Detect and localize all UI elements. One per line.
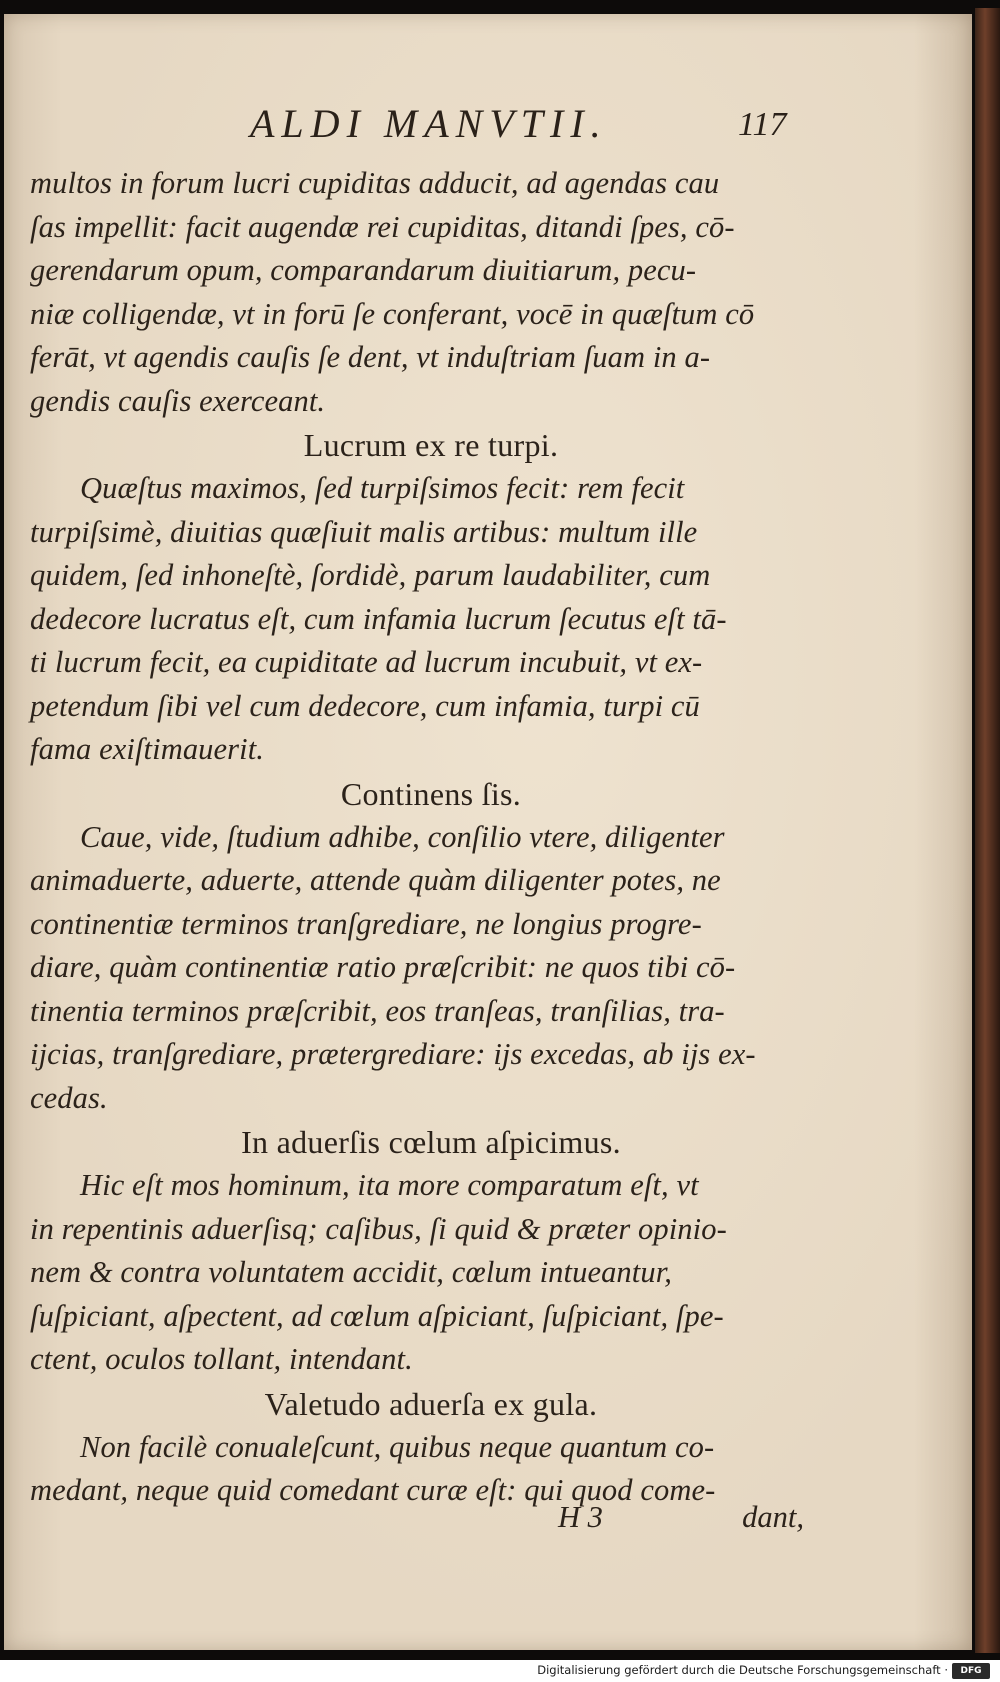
dfg-logo: DFG [952,1663,990,1679]
text-line: ſas impellit: facit augendæ rei cupiditas, ditandi ſpes, cō- [30,209,735,244]
text-line: ſuſpiciant, aſpectent, ad cœlum aſpiciant, ſuſpiciant, ſpe- [30,1298,724,1333]
text-line: quidem, ſed inhoneſtè, ſordidè, parum laudabiliter, cum [30,558,711,592]
text-line: niæ colligendæ, vt in forū ſe conferant, vocē in quæſtum cō [30,296,755,331]
running-head: ALDI MANVTII. [250,101,608,146]
signature-mark: H 3 [558,1500,603,1534]
section-valetudo [30,1382,804,1513]
funding-credit: Digitalisierung gefördert durch die Deutsche Forschungsgemeinschaft · [537,1663,948,1677]
text-line: Caue, vide, ſtudium adhibe, conſilio vtere, diligenter [80,819,725,854]
catch-row [30,1500,804,1546]
text-line: ti lucrum fecit, ea cupiditate ad lucrum incubuit, vt ex- [30,645,703,679]
catchword: dant, [742,1500,804,1534]
text-line: ferāt, vt agendis cauſis ſe dent, vt induſtriam ſuam in a- [30,340,711,374]
section-heading: In aduerſis cœlum aſpicimus. [241,1124,621,1160]
text-line: ijcias, tranſgrediare, prætergrediare: ijs excedas, ab ijs ex- [30,1037,756,1071]
section-aduersis [30,1120,804,1382]
footer-credit [0,1660,1000,1682]
text-line: Quæſtus maximos, ſed turpiſsimos fecit: rem fecit [80,471,685,505]
section-continens [30,772,804,1121]
book-page [4,14,972,1650]
text-line: multos in forum lucri cupiditas adducit, ad agendas cau [30,166,720,200]
text-line: gendis cauſis exerceant. [30,383,326,418]
text-line: gerendarum opum, comparandarum diuitiarum, pecu- [30,253,697,287]
text-line: turpiſsimè, diuitias quæſiuit malis artibus: multum ille [30,514,698,549]
opening-paragraph [30,162,804,423]
section-heading: Continens ſis. [340,775,522,812]
book-edge [975,8,1000,1653]
section-lucrum [30,423,804,772]
text-line: petendum ſibi vel cum dedecore, cum infamia, turpi cū [30,688,700,723]
text-line: in repentinis aduerſisq; caſibus, ſi quid & præter opinio- [30,1211,727,1246]
text-line: medant, neque quid comedant curæ eſt: qui quod come- [30,1473,716,1507]
text-line: continentiæ terminos tranſgrediare, ne longius progre- [30,906,702,941]
section-heading: Lucrum ex re turpi. [303,427,559,463]
text-line: cedas. [30,1080,108,1115]
text-line: Hic eſt mos hominum, ita more comparatum eſt, vt [80,1168,699,1202]
text-line: diare, quàm continentiæ ratio præſcribit: ne quos tibi cō- [30,950,736,984]
text-line: nem & contra voluntatem accidit, cœlum intueantur, [30,1255,673,1289]
page-number: 117 [738,106,787,143]
text-line: animaduerte, aduerte, attende quàm diligenter potes, ne [30,863,721,897]
text-line: fama exiſtimauerit. [30,732,265,766]
text-line: ctent, oculos tollant, intendant. [30,1342,413,1376]
text-line: tinentia terminos præſcribit, eos tranſeas, tranſilias, tra- [30,993,725,1028]
section-heading: Valetudo aduerſa ex gula. [264,1385,598,1422]
text-line: dedecore lucratus eſt, cum infamia lucrum ſecutus eſt tā- [30,601,727,636]
text-line: Non facilè conualeſcunt, quibus neque quantum co- [80,1429,715,1464]
text-block [30,162,804,1513]
